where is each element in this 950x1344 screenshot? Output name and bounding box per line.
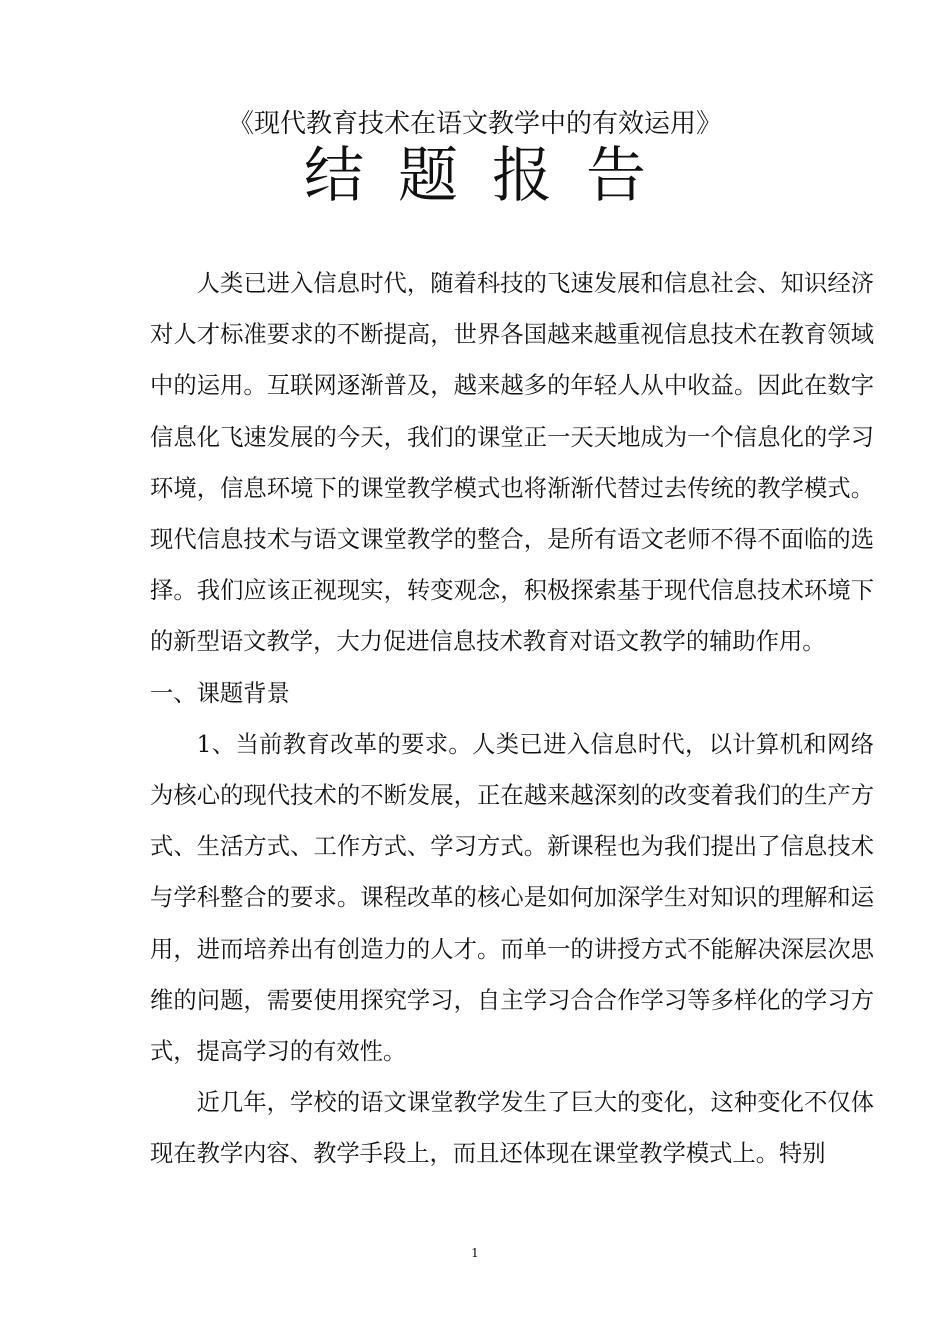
document-title: 结题报告 [304,141,680,211]
intro-paragraph: 人类已进入信息时代，随着科技的飞速发展和信息社会、知识经济对人才标准要求的不断提高，世界各国越来越重视信息技术在教育领域中的运用。互联网逐渐普及，越来越多的年轻人从中收益。因此在数字信息化飞速发展的今天，我们的课堂正一天天地成为一个信息化的学习环境，信息环境下的课堂教学模式也将渐渐代替过去传统的教学模式。现代信息技术与语文课堂教学的整合，是所有语文老师不得不面临的选择。我们应该正视现实，转变观念，积极探索基于现代信息技术环境下的新型语文教学，大力促进信息技术教育对语文教学的辅助作用。 [150,270,874,656]
background-paragraph-2: 近几年，学校的语文课堂教学发生了巨大的变化，这种变化不仅体现在教学内容、教学手段上，而且还体现在课堂教学模式上。特别 [150,1089,874,1168]
section-heading: 一、课题背景 [150,679,290,707]
document-body [150,258,874,1180]
background-paragraph-1: 1、当前教育改革的要求。人类已进入信息时代，以计算机和网络为核心的现代技术的不断发展，正在越来越深刻的改变着我们的生产方式、生活方式、工作方式、学习方式。新课程也为我们提出了信息技术与学科整合的要求。课程改革的核心是如何加深学生对知识的理解和运用，进而培养出有创造力的人才。而单一的讲授方式不能解决深层次思维的问题，需要使用探究学习，自主学习合合作学习等多样化的学习方式，提高学习的有效性。 [150,730,874,1066]
page-number: 1 [471,1246,479,1260]
document-subtitle: 《现代教育技术在语文教学中的有效运用》 [227,109,722,139]
